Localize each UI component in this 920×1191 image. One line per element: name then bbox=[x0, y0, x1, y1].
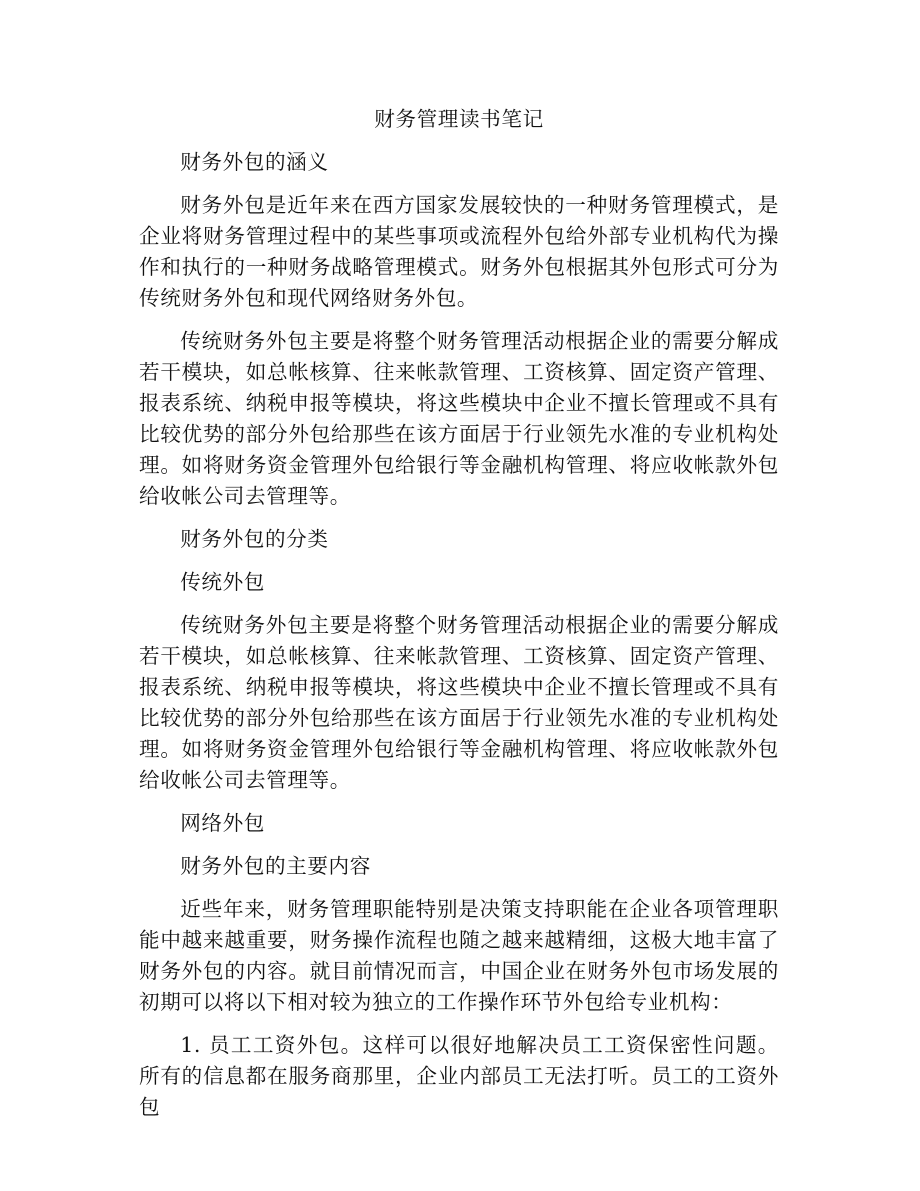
paragraph-definition: 财务外包是近年来在西方国家发展较快的一种财务管理模式，是企业将财务管理过程中的某些事项或流程外包给外部专业机构代为操作和执行的一种财务战略管理模式。财务外包根据其外包形式可分为传统财务外包和现代网络财务外包。 bbox=[139, 193, 779, 310]
heading-network-outsourcing: 网络外包 bbox=[180, 811, 265, 835]
paragraph-traditional-outsourcing-detail: 传统财务外包主要是将整个财务管理活动根据企业的需要分解成若干模块，如总帐核算、往来帐款管理、工资核算、固定资产管理、报表系统、纳税申报等模块，将这些模块中企业不擅长管理或不具有比较优势的部分外包给那些在该方面居于行业领先水准的专业机构处理。如将财务资金管理外包给银行等金融机构管理、将应收帐款外包给收帐公司去管理等。 bbox=[139, 613, 779, 792]
document-title: 财务管理读书笔记 bbox=[374, 107, 544, 131]
heading-main-content: 财务外包的主要内容 bbox=[180, 854, 371, 878]
paragraph-recent-years: 近些年来，财务管理职能特别是决策支持职能在企业各项管理职能中越来越重要，财务操作流程也随之越来越精细，这极大地丰富了财务外包的内容。就目前情况而言，中国企业在财务外包市场发展的初期可以将以下相对较为独立的工作操作环节外包给专业机构： bbox=[139, 897, 779, 1014]
paragraph-traditional-outsourcing: 传统财务外包主要是将整个财务管理活动根据企业的需要分解成若干模块，如总帐核算、往来帐款管理、工资核算、固定资产管理、报表系统、纳税申报等模块，将这些模块中企业不擅长管理或不具有比较优势的部分外包给那些在该方面居于行业领先水准的专业机构处理。如将财务资金管理外包给银行等金融机构管理、将应收帐款外包给收帐公司去管理等。 bbox=[139, 329, 779, 508]
heading-financial-outsourcing-meaning: 财务外包的涵义 bbox=[180, 150, 329, 174]
heading-traditional-outsourcing: 传统外包 bbox=[180, 570, 265, 594]
paragraph-item-1-payroll: 1. 员工工资外包。这样可以很好地解决员工工资保密性问题。所有的信息都在服务商那里，企业内部员工无法打听。员工的工资外包 bbox=[139, 1033, 779, 1119]
document-page bbox=[139, 104, 779, 1135]
heading-outsourcing-categories: 财务外包的分类 bbox=[180, 527, 329, 551]
